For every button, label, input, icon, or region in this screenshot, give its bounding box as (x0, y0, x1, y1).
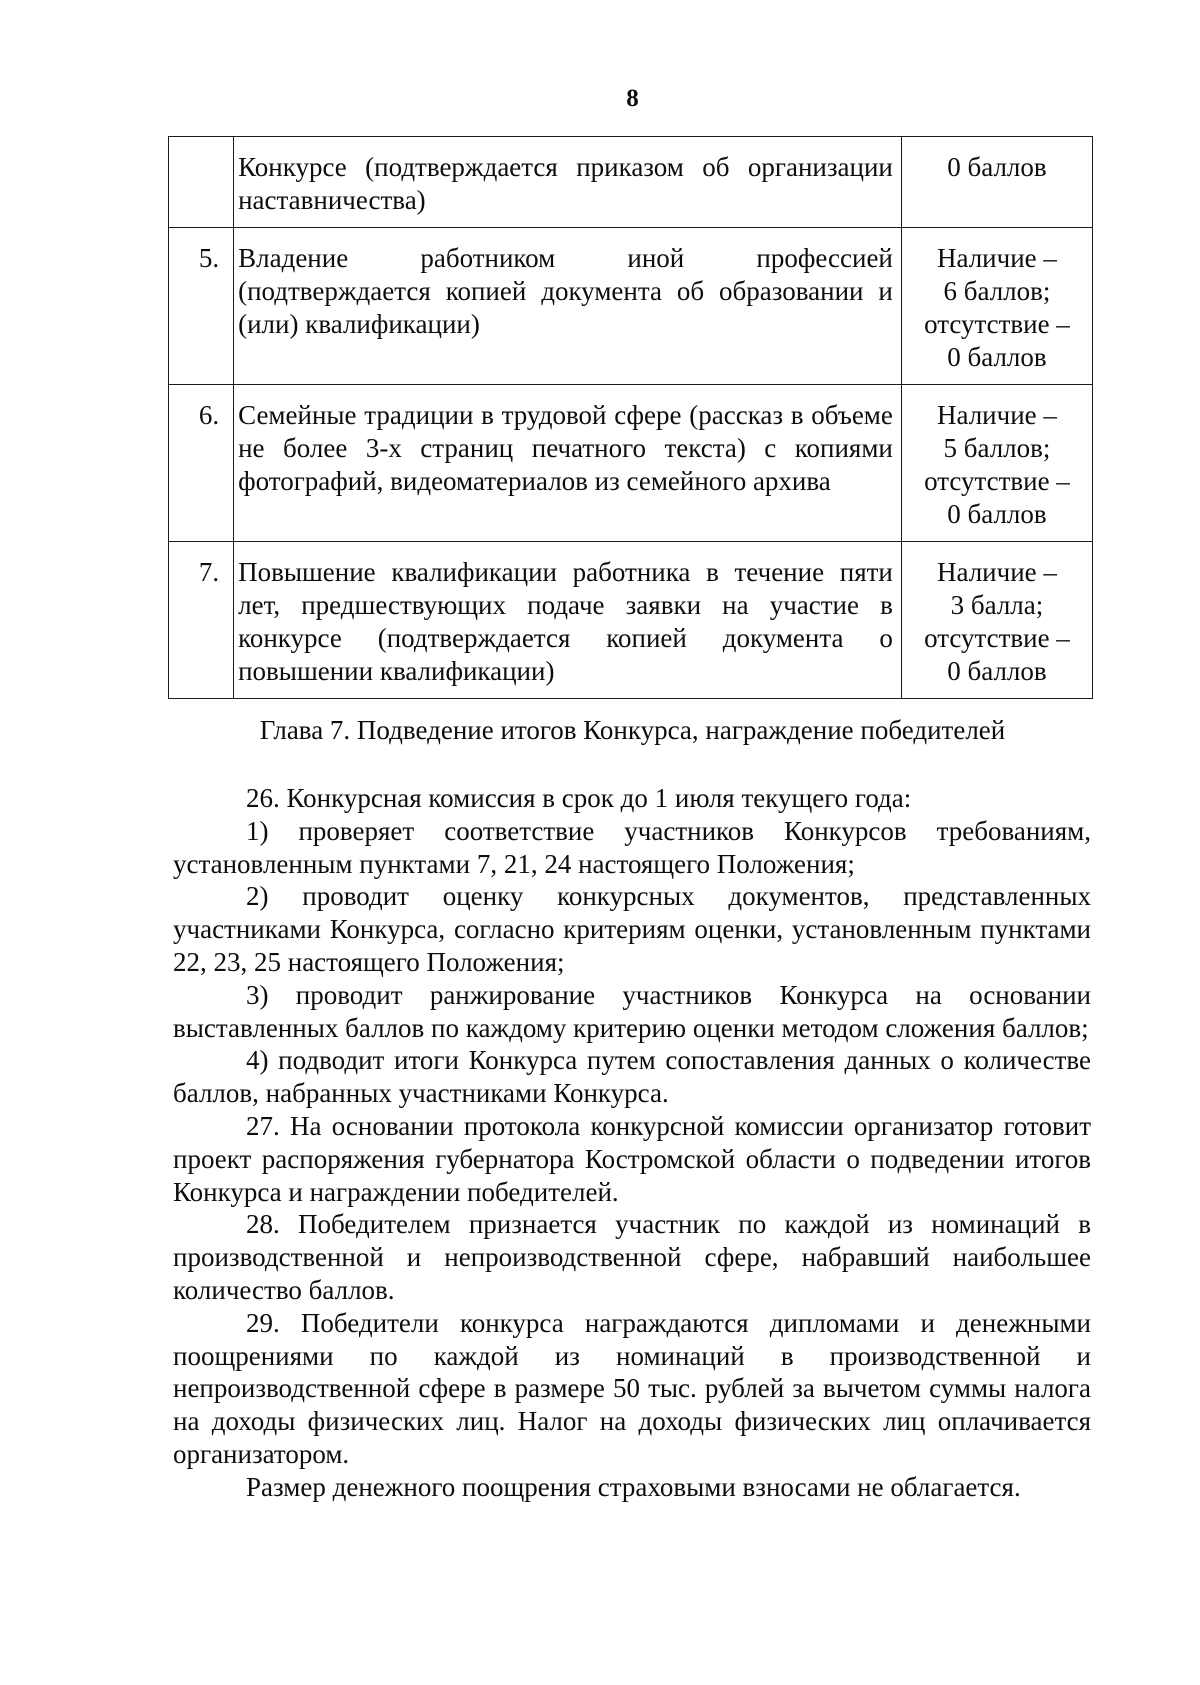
score-line: 5 баллов; (943, 433, 1051, 463)
row-score (901, 385, 1092, 542)
table-row (169, 542, 1093, 699)
score-line: 0 баллов (947, 499, 1047, 529)
paragraph: Размер денежного поощрения страховыми взносами не облагается. (246, 1471, 1021, 1502)
chapter-heading: Глава 7. Подведение итогов Конкурса, награждение победителей (259, 715, 1006, 745)
score-line: отсутствие – (924, 309, 1070, 339)
score-line: отсутствие – (924, 623, 1070, 653)
row-description: Конкурсе (подтверждается приказом об организации наставничества) (234, 137, 902, 228)
row-score (901, 137, 1092, 228)
row-description: Семейные традиции в трудовой сфере (рассказ в объеме не более 3-х страниц печатного текста) с копиями фотографий, видеоматериалов из семейного архива (234, 385, 902, 542)
score-line: 0 баллов (947, 152, 1047, 182)
row-score (901, 228, 1092, 385)
paragraph: 4) подводит итоги Конкурса путем сопоставления данных о количестве баллов, набранных участниками Конкурса. (173, 1045, 1091, 1109)
score-line: 0 баллов (947, 342, 1047, 372)
paragraph: 1) проверяет соответствие участников Конкурсов требованиям, установленным пунктами 7, 21, 24 настоящего Положения; (173, 815, 1091, 879)
score-line: 6 баллов; (943, 276, 1051, 306)
score-line: 3 балла; (950, 590, 1044, 620)
table-row (169, 385, 1093, 542)
score-line: 0 баллов (947, 656, 1047, 686)
score-line: отсутствие – (924, 466, 1070, 496)
row-description: Повышение квалификации работника в течение пяти лет, предшествующих подаче заявки на участие в конкурсе (подтверждается копией документа о повышении квалификации) (234, 542, 902, 699)
paragraph: 2) проводит оценку конкурсных документов, представленных участниками Конкурса, согласно критериям оценки, установленным пунктами 22, 23, 25 настоящего Положения; (173, 881, 1091, 977)
table-row (169, 137, 1093, 228)
row-description: Владение работником иной профессией (подтверждается копией документа об образовании и (или) квалификации) (234, 228, 902, 385)
paragraph: 3) проводит ранжирование участников Конкурса на основании выставленных баллов по каждому критерию оценки методом сложения баллов; (173, 979, 1091, 1043)
score-line: Наличие – (936, 400, 1057, 430)
paragraph: 28. Победителем признается участник по каждой из номинаций в производственной и непроизводственной сфере, набравший наибольшее количество баллов. (173, 1209, 1091, 1305)
table-row (169, 228, 1093, 385)
body-text (173, 782, 1091, 1504)
criteria-table (168, 136, 1093, 699)
row-number: 7. (169, 542, 234, 699)
paragraph: 29. Победители конкурса награждаются дипломами и денежными поощрениями по каждой из номинаций в производственной и непроизводственной сфере в размере 50 тыс. рублей за вычетом суммы налога на доходы физических лиц. Налог на доходы физических лиц оплачивается организатором. (173, 1307, 1091, 1469)
score-line: Наличие – (936, 557, 1057, 587)
score-line: Наличие – (936, 243, 1057, 273)
paragraph: 26. Конкурсная комиссия в срок до 1 июля текущего года: (246, 783, 912, 813)
row-number: 5. (169, 228, 234, 385)
paragraph: 27. На основании протокола конкурсной комиссии организатор готовит проект распоряжения губернатора Костромской области о подведении итогов Конкурса и награждении победителей. (173, 1110, 1091, 1207)
page-number: 8 (626, 85, 639, 112)
row-number (169, 137, 234, 228)
row-number: 6. (169, 385, 234, 542)
row-score (901, 542, 1092, 699)
